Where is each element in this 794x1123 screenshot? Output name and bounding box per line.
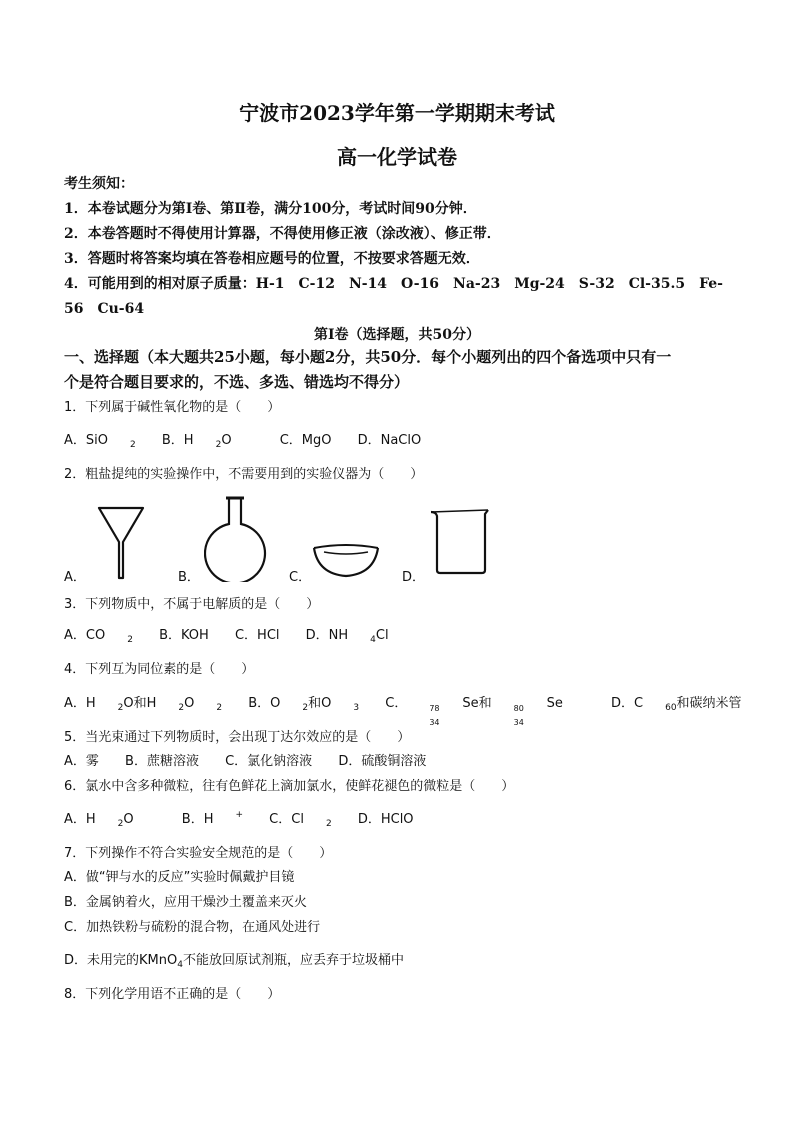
option-d: D． [402, 570, 426, 585]
notice-item-5: 56 Cu-64 [64, 301, 145, 317]
question-2-stem: 2．粗盐提纯的实验操作中，不需要用到的实验仪器为（ ） [64, 467, 424, 482]
question-3-stem: 3．下列物质中，不属于电解质的是（ ） [64, 597, 320, 612]
question-3-options [64, 627, 433, 645]
question-4-options [64, 695, 786, 727]
exam-title: 宁波市2023学年第一学期期末考试 [239, 101, 555, 125]
option-a: A．H $_2$O和H $_2$O $_2$ [64, 696, 223, 713]
option-c: C．MgO [279, 433, 332, 448]
notice-item-4: 4．可能用到的相对原子质量：H-1 C-12 N-14 O-16 Na-23 Mg-24 S-32 Cl-35.5 Fe- [64, 276, 723, 292]
question-7-option-c: C．加热铁粉与硫粉的混合物，在通风处进行 [64, 920, 321, 935]
question-5-stem: 5．当光束通过下列物质时，会出现丁达尔效应的是（ ） [64, 730, 411, 745]
part-title: 第Ⅰ卷（选择题，共50分） [313, 327, 481, 343]
question-5-options [64, 753, 448, 771]
section-instructions-2: 个是符合题目要求的，不选、多选、错选均不得分） [64, 373, 410, 391]
notice-item-1: 1．本卷试题分为第Ⅰ卷、第Ⅱ卷，满分100分，考试时间90分钟． [64, 201, 477, 217]
option-b: B．H $_2$O [161, 433, 232, 450]
notice-item-2: 2．本卷答题时不得使用计算器，不得使用修正液（涂改液）、修正带． [64, 226, 501, 242]
question-7-option-a: A．做“钾与水的反应”实验时佩戴护目镜 [64, 870, 295, 885]
question-7-option-b: B．金属钠着火，应用干燥沙土覆盖来灭火 [64, 895, 307, 910]
option-d: D．HClO [357, 812, 414, 827]
option-c: C．氯化钠溶液 [225, 754, 313, 769]
section-instructions-1: 一、选择题（本大题共25小题，每小题2分，共50分．每个小题列出的四个备选项中只有一 [64, 348, 672, 366]
option-d: D．NaClO [357, 433, 422, 448]
option-b: B．KOH [159, 628, 209, 643]
option-d: D．C $_{60}$和碳纳米管 [611, 696, 742, 713]
funnel-icon [96, 502, 146, 580]
question-6-options [64, 811, 436, 829]
option-b: B．蔗糖溶液 [125, 754, 199, 769]
option-a: A．H $_2$O [64, 812, 134, 829]
question-7-stem: 7．下列操作不符合实验安全规范的是（ ） [64, 846, 333, 861]
notice-heading: 考生须知： [64, 176, 134, 192]
option-a: A．SiO $_2$ [64, 433, 136, 450]
option-a: A．雾 [64, 754, 99, 769]
question-1-stem: 1．下列属于碱性氧化物的是（ ） [64, 400, 281, 415]
option-a: A．CO $_2$ [64, 628, 133, 645]
option-c: C．Cl $_2$ [269, 812, 332, 829]
option-b: B．H + [181, 810, 244, 827]
question-7-option-d: D．未用完的KMnO$_4$不能放回原试剂瓶，应丢弃于垃圾桶中 [64, 953, 404, 970]
question-6-stem: 6．氯水中含多种微粒，往有色鲜花上滴加氯水，使鲜花褪色的微粒是（ ） [64, 779, 515, 794]
option-c: C． 78 34 Se和 80 34 Se [385, 696, 563, 727]
option-b: B．O $_2$和O $_3$ [248, 696, 360, 713]
beaker-icon [428, 506, 492, 576]
question-1-options [64, 432, 443, 450]
option-d: D．硫酸铜溶液 [338, 754, 427, 769]
option-c: C． [289, 570, 312, 585]
option-b: B． [178, 570, 200, 585]
round-bottom-flask-icon [204, 494, 276, 582]
option-d: D．NH $_4$Cl [305, 628, 389, 645]
evaporating-dish-icon [310, 540, 382, 580]
option-c: C．HCl [234, 628, 280, 643]
exam-subtitle: 高一化学试卷 [337, 145, 457, 169]
question-4-stem: 4．下列互为同位素的是（ ） [64, 662, 255, 677]
notice-item-3: 3．答题时将答案均填在答卷相应题号的位置，不按要求答题无效． [64, 251, 480, 267]
option-a: A． [64, 570, 86, 585]
question-8-stem: 8．下列化学用语不正确的是（ ） [64, 987, 281, 1002]
